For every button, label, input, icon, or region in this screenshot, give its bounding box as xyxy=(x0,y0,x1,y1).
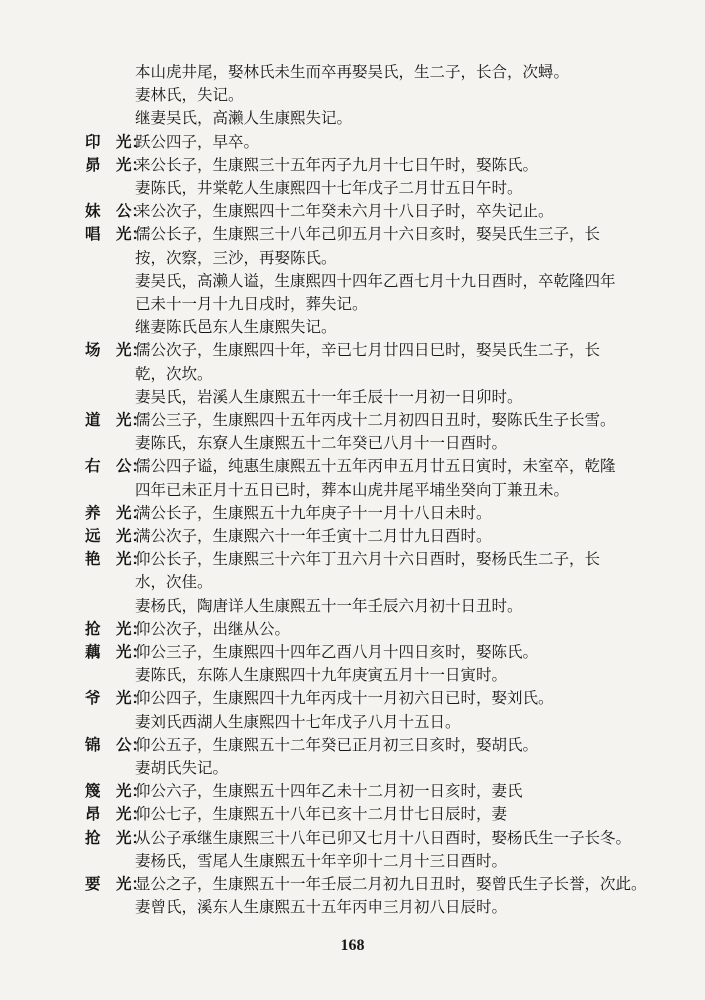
person-name: 篾 光： xyxy=(85,781,148,801)
entry-text: 妻吴氏，岩溪人生康熙五十一年壬辰十一月初一日卯时。 xyxy=(135,387,523,406)
person-name: 要 光： xyxy=(85,874,148,893)
person-name: 妹 公： xyxy=(85,201,148,221)
entry-text: 本山虎井尾，娶林氏未生而卒再娶吴氏，生二子，长合，次蟳。 xyxy=(135,63,570,81)
entry-text: 妻杨氏，雪尾人生康熙五十年辛卯十二月十三日酉时。 xyxy=(135,851,508,870)
entry-text: 已未十一月十九日戌时，葬失记。 xyxy=(135,295,368,313)
entry-text: 儒公三子，生康熙四十五年丙戌十二月初四日丑时，娶陈氏生子长雪。 xyxy=(135,411,616,429)
person-name: 道 光： xyxy=(85,410,148,429)
entry-text: 妻吴氏，高濑人谥，生康熙四十四年乙酉七月十九日酉时，卒乾隆四年 xyxy=(135,271,616,290)
entry-text: 乾，次坎。 xyxy=(135,364,213,383)
person-name: 印 光： xyxy=(85,131,148,151)
entry-text: 满公长子，生康熙五十九年庚子十一月十八日未时。 xyxy=(135,503,492,522)
entry-text: 妻陈氏，井棠乾人生康熙四十七年戊子二月廿五日午时。 xyxy=(135,179,523,197)
person-name: 抢 光： xyxy=(85,827,148,847)
entry-text: 显公之子，生康熙五十一年壬辰二月初九日丑时，娶曾氏生子长誉，次此。 xyxy=(135,875,647,893)
entry-text: 儒公四子谥，纯惠生康熙五十五年丙申五月廿五日寅时，未室卒，乾隆 xyxy=(135,457,616,476)
person-name: 藕 光： xyxy=(85,642,148,661)
entry-text: 妻杨氏，陶唐详人生康熙五十一年壬辰六月初十日丑时。 xyxy=(135,596,523,615)
entry-text: 满公次子，生康熙六十一年壬寅十二月廿九日酉时。 xyxy=(135,527,492,545)
entry-text: 妻陈氏，东寮人生康熙五十二年癸已八月十一日酉时。 xyxy=(135,434,508,453)
entry-text: 仰公次子，出继从公。 xyxy=(135,619,291,638)
entry-text: 继妻吴氏，高濑人生康熙失记。 xyxy=(135,109,353,128)
person-name: 右 公： xyxy=(85,456,148,476)
entry-text: 水，次佳。 xyxy=(135,573,213,592)
entry-text: 继妻陈氏邑东人生康熙失记。 xyxy=(135,318,337,337)
entry-text: 仰公五子，生康熙五十二年癸已正月初三日亥时，娶胡氏。 xyxy=(135,735,539,754)
entry-text: 仰公六子，生康熙五十四年乙未十二月初一日亥时，妻氏 xyxy=(135,782,523,801)
entry-text: 妻林氏，失记。 xyxy=(135,86,244,105)
entry-text: 从公子承继生康熙三十八年已卯又七月十八日酉时，娶杨氏生一子长冬。 xyxy=(135,828,632,847)
entry-text: 儒公长子，生康熙三十八年己卯五月十六日亥时，娶吴氏生三子，长 xyxy=(135,225,601,244)
person-name: 爷 光： xyxy=(85,688,148,708)
entry-text: 按，次察，三沙，再娶陈氏。 xyxy=(135,248,337,267)
entry-text: 妻刘氏西湖人生康熙四十七年戊子八月十五日。 xyxy=(135,712,461,731)
entry-text: 妻陈氏，东陈人生康熙四十九年庚寅五月十一日寅时。 xyxy=(135,666,508,685)
entry-text: 仰公四子，生康熙四十九年丙戌十一月初六日已时，娶刘氏。 xyxy=(135,689,554,708)
page-number: 168 xyxy=(340,937,365,954)
entry-text: 仰公七子，生康熙五十八年已亥十二月廿七日辰时，妻 xyxy=(135,805,508,824)
person-name: 锦 公： xyxy=(85,734,148,754)
entry-text: 来公长子，生康熙三十五年丙子九月十七日午时，娶陈氏。 xyxy=(135,155,539,174)
entry-text: 妻曾氏，溪东人生康熙五十五年丙申三月初八日辰时。 xyxy=(135,898,508,917)
person-name: 昴 光： xyxy=(85,154,148,174)
entry-text: 四年已未正月十五日已时，葬本山虎井尾平埔坐癸向丁兼丑未。 xyxy=(135,480,570,499)
person-name: 养 光： xyxy=(85,502,148,522)
person-name: 唱 光： xyxy=(85,224,148,244)
entry-text: 来公次子，生康熙四十二年癸未六月十八日子时，卒失记止。 xyxy=(135,202,554,221)
person-name: 昂 光： xyxy=(85,804,148,824)
person-name: 场 光： xyxy=(85,340,148,360)
person-name: 艳 光： xyxy=(85,549,148,569)
entry-text: 跃公四子，早卒。 xyxy=(135,132,260,151)
entry-text: 妻胡氏失记。 xyxy=(135,759,229,777)
person-name: 远 光： xyxy=(85,526,148,545)
entry-text: 儒公次子，生康熙四十年，辛已七月廿四日巳时，娶吴氏生二子，长 xyxy=(135,341,601,360)
person-name: 抢 光： xyxy=(85,618,148,638)
entry-text: 仰公三子，生康熙四十四年乙酉八月十四日亥时，娶陈氏。 xyxy=(135,643,539,661)
entry-text: 仰公长子，生康熙三十六年丁丑六月十六日酉时，娶杨氏生二子，长 xyxy=(135,550,601,569)
